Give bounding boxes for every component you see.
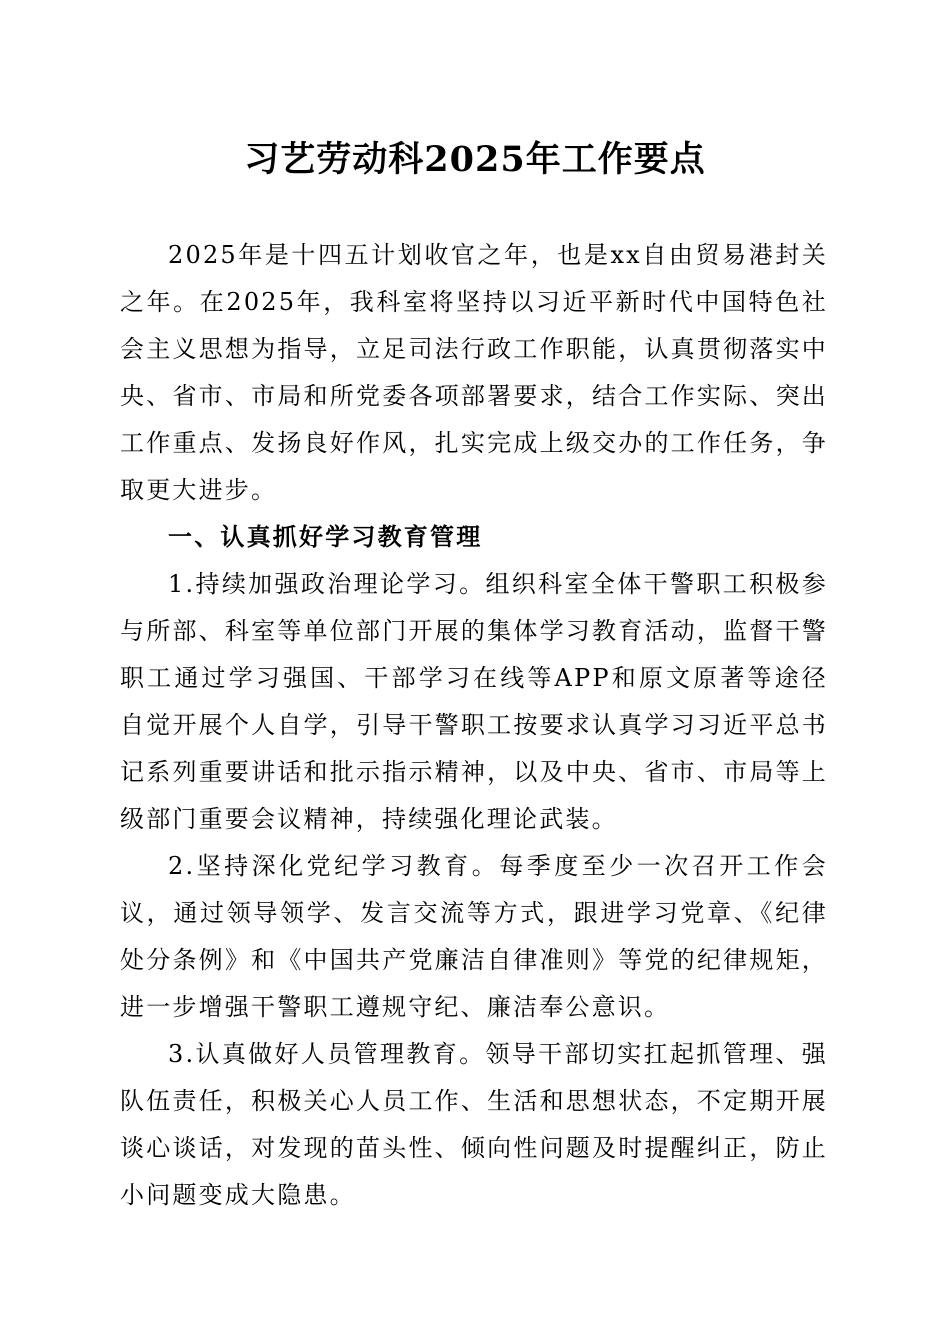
intro-paragraph: 2025年是十四五计划收官之年，也是xx自由贸易港封关之年。在2025年，我科室将坚持以习近平新时代中国特色社会主义思想为指导，立足司法行政工作职能，认真贯彻落实中央、省市、市局和所党委各项部署要求，结合工作实际、突出工作重点、发扬良好作风，扎实完成上级交办的工作任务，争取更大进步。 bbox=[120, 241, 828, 504]
section-heading: 一、认真抓好学习教育管理 bbox=[168, 523, 483, 551]
document-body bbox=[120, 232, 828, 1219]
document-title: 习艺劳动科2025年工作要点 bbox=[244, 139, 706, 180]
list-item: 2.坚持深化党纪学习教育。每季度至少一次召开工作会议，通过领导领学、发言交流等方式，跟进学习党章、《纪律处分条例》和《中国共产党廉洁自律准则》等党的纪律规矩，进一步增强干警职工遵规守纪、廉洁奉公意识。 bbox=[120, 852, 828, 1021]
list-item: 3.认真做好人员管理教育。领导干部切实扛起抓管理、强队伍责任，积极关心人员工作、生活和思想状态，不定期开展谈心谈话，对发现的苗头性、倾向性问题及时提醒纠正，防止小问题变成大隐患。 bbox=[120, 1040, 828, 1209]
list-item: 1.持续加强政治理论学习。组织科室全体干警职工积极参与所部、科室等单位部门开展的集体学习教育活动，监督干警职工通过学习强国、干部学习在线等APP和原文原著等途径自觉开展个人自学，引导干警职工按要求认真学习习近平总书记系列重要讲话和批示指示精神，以及中央、省市、市局等上级部门重要会议精神，持续强化理论武装。 bbox=[120, 570, 828, 833]
